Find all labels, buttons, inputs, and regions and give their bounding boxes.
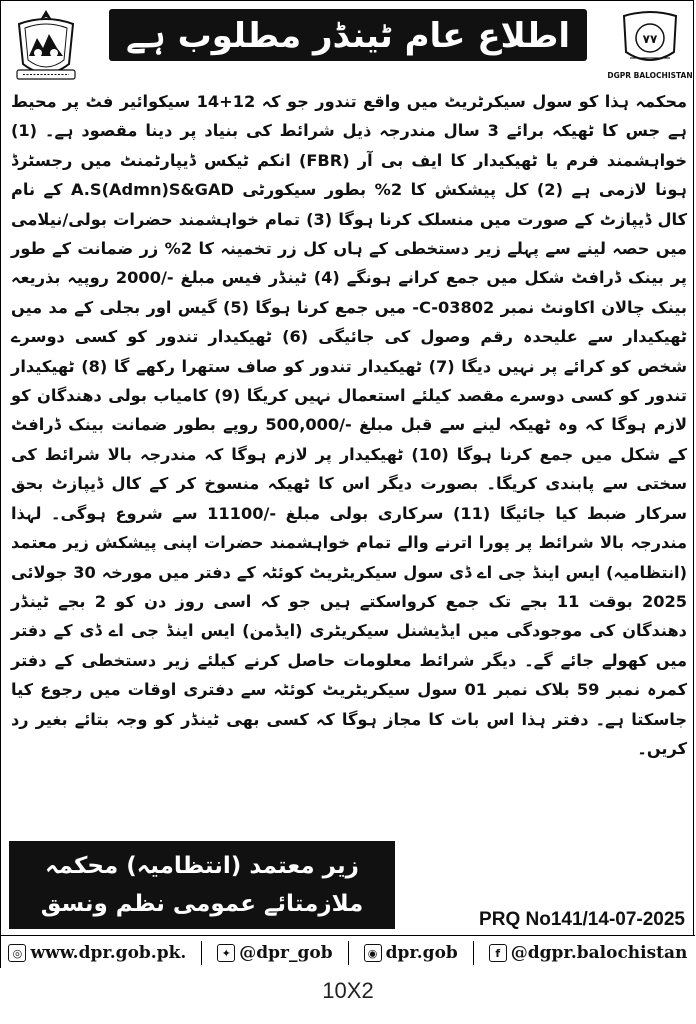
website-link[interactable]: www.dpr.gob.pk. — [30, 943, 187, 963]
signature-line-1: زیر معتمد (انتظامیہ) محکمہ — [45, 853, 359, 879]
signature-line-2: ملازمتائے عمومی نظم ونسق — [40, 891, 364, 917]
svg-text:۷۷: ۷۷ — [642, 32, 658, 46]
prq-number: PRQ No141/14-07-2025 — [479, 909, 685, 930]
notice-body — [11, 87, 687, 763]
facebook-handle[interactable]: @dgpr.balochistan — [510, 943, 688, 963]
instagram-item[interactable] — [364, 943, 458, 963]
footer-contacts — [1, 935, 695, 970]
header — [1, 1, 695, 91]
footer-divider — [201, 941, 202, 965]
twitter-handle[interactable]: @dpr_gob — [239, 943, 333, 963]
website-item[interactable] — [8, 943, 186, 963]
notice-title: اطلاع عام ٹینڈر مطلوب ہے — [109, 9, 587, 61]
globe-icon: ◎ — [8, 944, 26, 962]
facebook-icon: f — [489, 944, 507, 962]
twitter-item[interactable] — [217, 943, 332, 963]
twitter-icon: ✦ — [217, 944, 235, 962]
ad-size-label: 10X2 — [322, 978, 374, 1003]
footer-divider — [473, 941, 474, 965]
dgpr-logo — [607, 7, 693, 87]
signature-block — [9, 841, 395, 929]
dgpr-logo-caption: DGPR BALOCHISTAN — [607, 71, 693, 80]
instagram-handle[interactable]: dpr.gob — [385, 943, 458, 963]
footer-divider — [348, 941, 349, 965]
balochistan-emblem-logo — [9, 7, 83, 87]
notice-body-paragraph: محکمہ ہذا کو سول سیکرٹریٹ میں واقع تندور جو کہ 12+14 سیکوائیر فٹ پر محیط ہے جس کا ٹھیکہ برائے 3 سال مندرجہ ذیل شرائط کی بنیاد پر دینا مقصود ہے۔ (1) خواہشمند فرم یا ٹھیکیدار کا ایف بی آر (FBR) انکم ٹیکس ڈیپارٹمنٹ میں رجسٹرڈ ہونا لازمی ہے (2) کل پیشکش کا 2% بطور سیکورٹی A.S(Admn)S&GAD کے نام کال ڈیپازٹ کے صورت میں منسلک کرنا ہوگا (3) تمام خواہشمند حضرات بولی/نیلامی میں حصہ لینے سے پہلے زیر دستخطی کے ہاں کل زر تخمینہ کا 2% زر ضمانت کے طور پر بینک ڈرافٹ شکل میں جمع کرانے ہونگے (4) ٹینڈر فیس مبلغ -/2000 روپیہ بذریعہ بینک چالان اکاونٹ نمبر C-03802- میں جمع کرنا ہوگا (5) گیس اور بجلی کے مد میں ٹھیکیدار سے علیحدہ رقم وصول کی جائیگی (6) ٹھیکیدار تندور کو کسی دوسرے شخص کو کرائے پر نہیں دیگا (7) ٹھیکیدار تندور کو صاف ستھرا رکھے گا (8) ٹھیکیدار تندور کو کسی دوسرے مقصد کیلئے استعمال نہیں کریگا (9) کامیاب بولی دھندگان کو لازم ہوگا کہ وہ ٹھیکہ لینے سے قبل مبلغ -/500,000 روپے بطور ضمانت بینک ڈرافٹ کے شکل میں جمع کرنا ہوگا (10) ٹھیکیدار پر لازم ہوگا کہ مندرجہ بالا شرائط کی سختی سے پابندی کریگا۔ بصورت دیگر اس کا ٹھیکہ منسوخ کر کے کال ڈیپازٹ بحق سرکار ضبط کیا جائیگا (11) سرکاری بولی مبلغ -/11100 سے شروع ہوگی۔ لہذا مندرجہ بالا شرائط پر پورا اترنے والے تمام خواہشمند حضرات اپنی پیشکش زیر معتمد (انتظامیہ) ایس اینڈ جی اے ڈی سول سیکریٹریٹ کوئٹہ کے دفتر میں مورخہ 30 جولائی 2025 بوقت 11 بجے تک جمع کرواسکتے ہیں جو کہ اسی روز دن کو 2 بجے ٹینڈر دھندگان کی موجودگی میں ایڈیشنل سیکریٹری (ایڈمن) ایس اینڈ جی اے ڈی کے دفتر میں کھولے جائے گے۔ دیگر شرائط معلومات حاصل کرنے کیلئے زیر دستخطی کے دفتر کمرہ نمبر 59 بلاک نمبر 01 سول سیکریٹریٹ کوئٹہ سے دفتری اوقات میں رجوع کیا جاسکتا ہے۔ دفتر ہذا اس بات کا مجاز ہوگا کہ کسی بھی ٹینڈر کو وجہ بتائے بغیر رد کریں۔ — [11, 92, 688, 758]
facebook-item[interactable] — [489, 943, 688, 963]
instagram-icon: ◉ — [364, 944, 382, 962]
